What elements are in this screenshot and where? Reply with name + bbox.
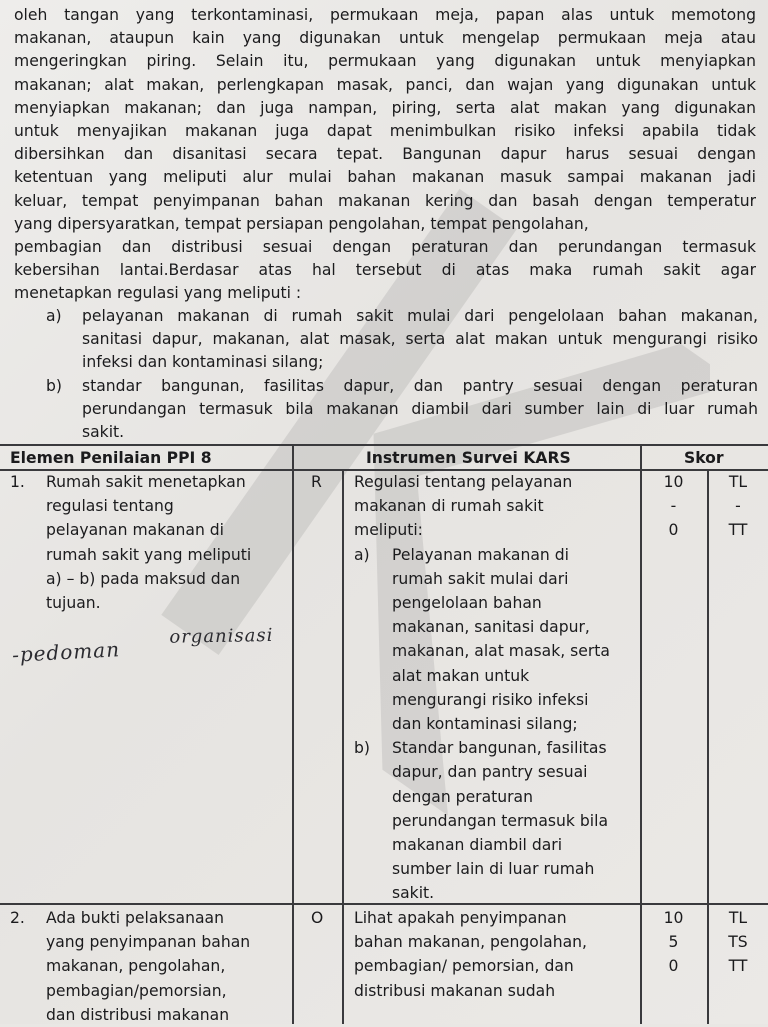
row-elemen [46, 906, 250, 1027]
row-number: 2. [10, 909, 25, 927]
table-top-rule [0, 444, 768, 446]
intro-line: dibersihkan dan disanitasi secara tepat. Bangunan dapur harus sesuai dengan [14, 145, 756, 164]
table-col-rule [342, 469, 344, 1024]
elemen-line: pembagian/pemorsian, [46, 981, 227, 1000]
intro-line: kebersihan lantai.Berdasar atas hal tersebut di atas maka rumah sakit agar [14, 261, 756, 280]
elemen-line: Ada bukti pelaksanaan [46, 909, 224, 927]
intro-line: pembagian dan distribusi sesuai dengan peraturan dan perundangan termasuk [14, 238, 756, 257]
sub-line: Pelayanan makanan di [392, 545, 569, 564]
instrumen-line: bahan makanan, pengolahan, [354, 933, 588, 952]
score-value: 5 [668, 933, 679, 952]
instrumen-line: Lihat apakah penyimpanan [354, 909, 567, 927]
list-line: perundangan termasuk bila makanan diambil dari sumber lain di luar rumah [82, 400, 758, 419]
sub-line: dengan peraturan [392, 787, 533, 806]
score-label: TS [728, 933, 748, 952]
score-value: 0 [668, 521, 679, 540]
sub-line: perundangan termasuk bila [392, 811, 609, 830]
instrumen-sub-b [354, 736, 636, 905]
instrumen-line: pembagian/ pemorsian, dan [354, 957, 574, 976]
table-col-rule [292, 444, 294, 1024]
header-instrumen: Instrumen Survei KARS [366, 449, 571, 467]
intro-line: oleh tangan yang terkontaminasi, permukaan meja, papan alas untuk memotong [14, 6, 756, 24]
list-line: sakit. [82, 423, 125, 442]
instrumen-line: makanan di rumah sakit [354, 497, 544, 516]
list-line: sanitasi dapur, makanan, alat masak, serta alat makan untuk mengurangi risiko [82, 330, 758, 349]
instrumen-line: distribusi makanan sudah [354, 981, 556, 1000]
row-instrumen [354, 906, 636, 1003]
elemen-line: pelayanan makanan di [46, 521, 225, 540]
elemen-line: rumah sakit yang meliputi [46, 545, 252, 564]
row-instrumen [354, 470, 636, 906]
intro-line: yang dipersyaratkan, tempat persiapan pengolahan, tempat pengolahan, [14, 214, 589, 233]
handwritten-word: -pedoman [11, 637, 121, 667]
handwritten-word: organisasi [169, 624, 274, 648]
elemen-line: dan distribusi makanan [46, 1005, 230, 1024]
row-elemen [46, 470, 251, 615]
intro-line: keluar, tempat penyimpanan bahan makanan kering dan basah dengan temperatur [14, 191, 756, 210]
list-marker: a) [46, 307, 62, 325]
row-code: O [311, 909, 324, 927]
handwritten-note [11, 624, 274, 667]
list-line: standar bangunan, fasilitas dapur, dan pantry sesuai dengan peraturan [82, 377, 758, 395]
row-scores [640, 906, 707, 979]
row-score-labels [708, 906, 768, 979]
list-line: pelayanan makanan di rumah sakit mulai dari pengelolaan bahan makanan, [82, 307, 758, 325]
elemen-line: Rumah sakit menetapkan [46, 473, 246, 491]
score-label: TL [728, 473, 748, 491]
instrumen-line: meliputi: [354, 521, 423, 540]
sub-line: dapur, dan pantry sesuai [392, 763, 588, 782]
sub-line: makanan, alat masak, serta [392, 642, 610, 661]
score-value: - [670, 497, 677, 516]
sub-marker: a) [354, 545, 370, 564]
score-label: TT [728, 521, 748, 540]
elemen-line: regulasi tentang [46, 497, 174, 516]
score-value: 0 [668, 957, 679, 976]
sub-line: sakit. [392, 884, 435, 903]
score-label: TT [728, 957, 748, 976]
score-label: TL [728, 909, 748, 927]
intro-line: makanan; alat makan, perlengkapan masak, panci, dan wajan yang digunakan untuk [14, 75, 756, 94]
instrumen-line: Regulasi tentang pelayanan [354, 473, 573, 491]
intro-line: menetapkan regulasi yang meliputi : [14, 284, 302, 303]
list-marker: b) [46, 377, 62, 395]
sub-line: makanan, sanitasi dapur, [392, 618, 590, 637]
sub-line: dan kontaminasi silang; [392, 715, 578, 734]
sub-line: pengelolaan bahan [392, 594, 542, 613]
elemen-line: tujuan. [46, 594, 101, 613]
header-skor: Skor [684, 449, 724, 467]
intro-paragraph [14, 4, 756, 306]
sub-line: alat makan untuk [392, 666, 530, 685]
row-score-labels [708, 470, 768, 543]
instrumen-sub-a [354, 543, 636, 737]
sub-line: mengurangi risiko infeksi [392, 690, 589, 709]
score-value: 10 [663, 909, 684, 927]
sub-line: rumah sakit mulai dari [392, 569, 569, 588]
intro-line: ketentuan yang meliputi alur mulai bahan makanan masuk sampai makanan jadi [14, 168, 756, 187]
intro-line: untuk menyajikan makanan juga dapat menimbulkan risiko infeksi apabila tidak [14, 122, 756, 141]
score-label: - [735, 497, 741, 516]
intro-line: menyiapkan makanan; dan juga nampan, piring, serta alat makan yang digunakan [14, 98, 756, 117]
row-code: R [311, 473, 322, 491]
intro-line: makanan, ataupun kain yang digunakan untuk mengelap permukaan meja atau [14, 29, 756, 48]
header-elemen: Elemen Penilaian PPI 8 [10, 449, 212, 467]
elemen-line: makanan, pengolahan, [46, 957, 226, 976]
sub-line: Standar bangunan, fasilitas [392, 739, 607, 758]
elemen-line: yang penyimpanan bahan [46, 933, 251, 952]
sub-marker: b) [354, 739, 370, 758]
intro-line: mengeringkan piring. Selain itu, permukaan yang digunakan untuk menyiapkan [14, 52, 756, 71]
sub-line: makanan diambil dari [392, 836, 563, 855]
list-line: infeksi dan kontaminasi silang; [82, 353, 324, 372]
score-value: 10 [663, 473, 684, 491]
row-scores [640, 470, 707, 543]
row-number: 1. [10, 473, 25, 491]
elemen-line: a) – b) pada maksud dan [46, 569, 241, 588]
sub-line: sumber lain di luar rumah [392, 860, 595, 879]
